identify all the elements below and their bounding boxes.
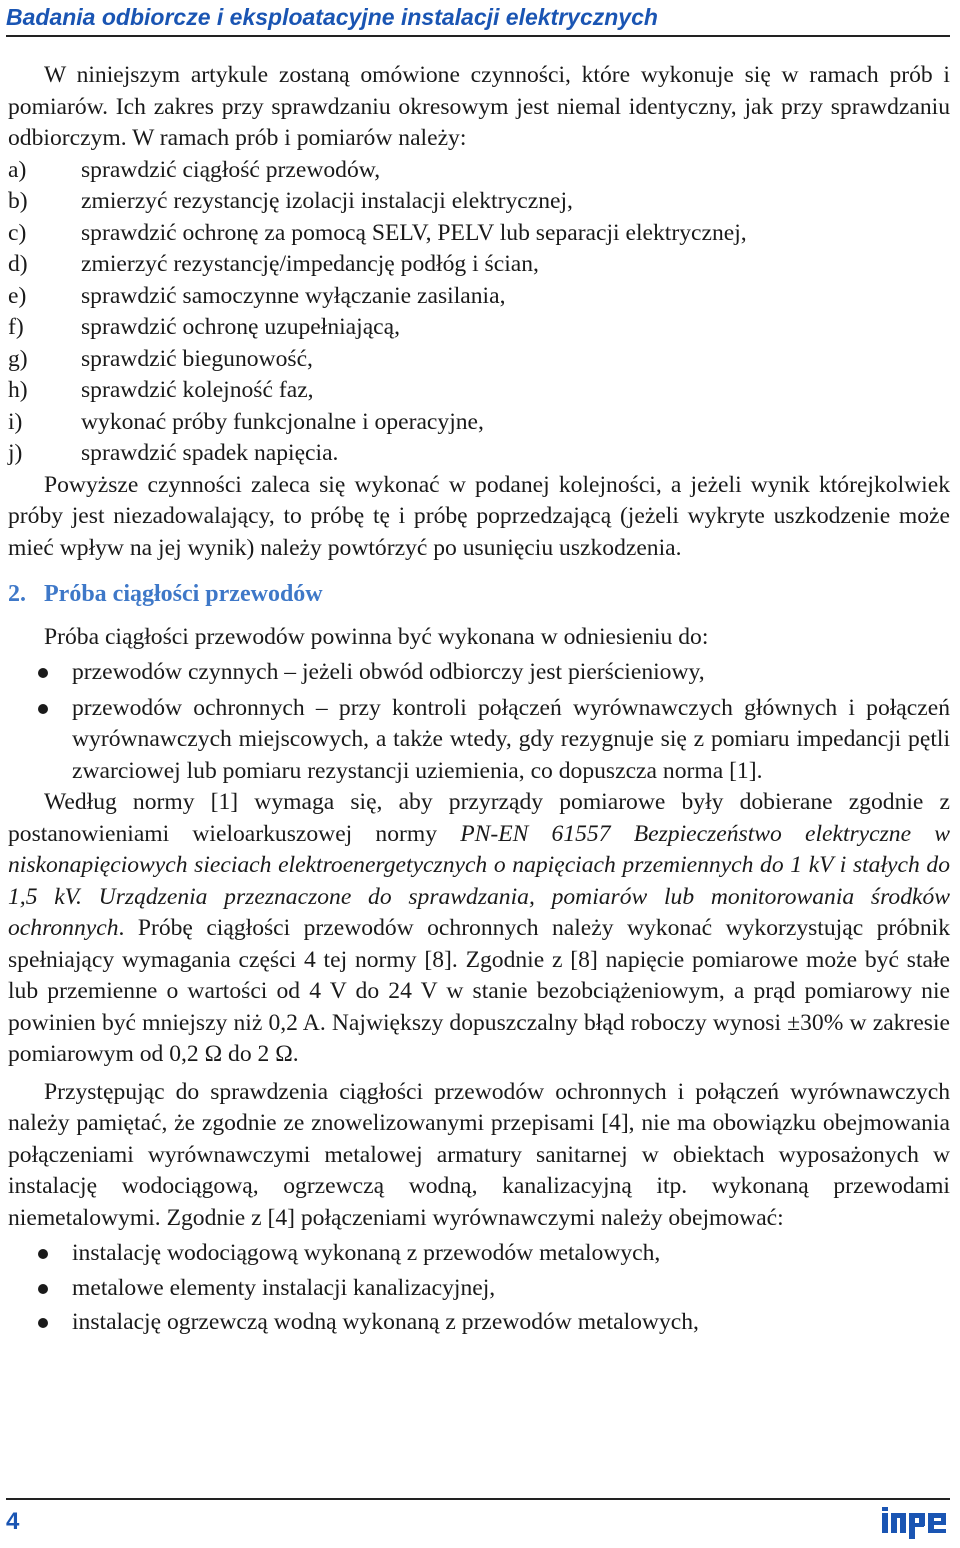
list-item-label: h) — [8, 377, 28, 403]
list-item-text: sprawdzić samoczynne wyłączanie zasilania, — [81, 282, 506, 309]
norm-title: PN-EN 61557 Bezpieczeństwo elektryczne w niskonapięciowych sieciach elektroenergetycznych o napięciach przemiennych do 1 kV i stałych do 1,5 kV. Urządzenia przeznaczone do sprawdzania, pomiarów lub monitorowania środków ochronnych — [8, 820, 950, 941]
list-item-text: sprawdzić kolejność faz, — [81, 377, 314, 403]
bullet-text: instalację wodociągową wykonaną z przewodów metalowych, — [72, 1240, 661, 1266]
list-item-label: c) — [8, 219, 27, 246]
section-heading — [8, 579, 950, 611]
bullet-icon — [38, 1284, 48, 1294]
header-divider — [6, 35, 950, 37]
conductor-bullet-list — [8, 657, 950, 787]
list-item — [8, 281, 950, 313]
list-item-label: a) — [8, 156, 27, 183]
list-item-label: b) — [8, 188, 28, 214]
list-item-text: zmierzyć rezystancję izolacji instalacji elektrycznej, — [81, 188, 573, 214]
bullet-icon — [38, 704, 48, 714]
inpe-logo — [878, 1503, 950, 1539]
list-item-text: zmierzyć rezystancję/impedancję podłóg i ścian, — [81, 251, 539, 277]
norm-paragraph — [8, 787, 950, 1071]
bullet-item — [8, 1307, 950, 1339]
bullet-text: instalację ogrzewczą wodną wykonaną z przewodów metalowych, — [72, 1309, 699, 1335]
list-item-label: d) — [8, 251, 28, 277]
bonding-bullet-list — [8, 1238, 950, 1339]
order-paragraph: Powyższe czynności zaleca się wykonać w podanej kolejności, a jeżeli wynik którejkolwiek próby jest niezadowalający, to próbę tę i próbę poprzedzającą (jeżeli wykryte uszkodzenie może mieć wpływ na jej wynik) należy powtórzyć po usunięciu uszkodzenia. — [8, 471, 950, 561]
list-item-label: g) — [8, 345, 28, 372]
list-item-label: f) — [8, 314, 24, 340]
section-number: 2. — [8, 581, 26, 607]
bullet-item — [8, 1238, 950, 1270]
list-item-label: i) — [8, 408, 23, 435]
running-header — [6, 2, 950, 32]
list-item-text: sprawdzić spadek napięcia. — [81, 440, 339, 466]
bullet-text: metalowe elementy instalacji kanalizacyjnej, — [72, 1274, 496, 1301]
list-item-label: j) — [8, 440, 23, 466]
section-title: Próba ciągłości przewodów — [44, 581, 323, 607]
bullet-item — [8, 693, 950, 788]
list-item — [8, 155, 950, 187]
list-item-text: sprawdzić biegunowość, — [81, 345, 313, 372]
list-item — [8, 249, 950, 281]
article-body — [8, 60, 950, 1339]
list-item-text: sprawdzić ochronę uzupełniającą, — [81, 314, 401, 340]
page-number: 4 — [6, 1508, 20, 1535]
bullet-text: przewodów czynnych – jeżeli obwód odbiorczy jest pierścieniowy, — [72, 659, 705, 685]
norm-paragraph-start: Według normy [1] wymaga się, aby przyrządy pomiarowe były dobierane zgodnie z postanowieniami wieloarkuszowej normy — [8, 789, 950, 847]
list-item — [8, 218, 950, 250]
bullet-item — [8, 657, 950, 689]
list-item-label: e) — [8, 282, 27, 309]
list-item — [8, 344, 950, 376]
list-item — [8, 312, 950, 344]
bullet-icon — [38, 668, 48, 678]
bullet-text: przewodów ochronnych – przy kontroli połączeń wyrównawczych głównych i połączeń wyrównawczych miejscowych, a także wtedy, gdy rezygnuje się z pomiaru impedancji pętli zwarciowej lub pomiaru rezystancji uziemienia, co dopuszcza norma [1]. — [72, 694, 950, 784]
bullet-icon — [38, 1318, 48, 1328]
running-header-title: Badania odbiorcze i eksploatacyjne instalacji elektrycznych — [6, 4, 658, 30]
list-item — [8, 186, 950, 218]
list-item — [8, 407, 950, 439]
bonding-paragraph: Przystępując do sprawdzenia ciągłości przewodów ochronnych i połączeń wyrównawczych należy pamiętać, że zgodnie ze znowelizowanymi przepisami [4], nie ma obowiązku obejmowania połączeniami wyrównawczymi metalowej armatury sanitarnej w obiektach wyposażonych w instalację wodociągową, ogrzewczą wodną, kanalizacyjną itp. wykonaną przewodami niemetalowymi. Zgodnie z [4] połączeniami wyrównawczymi należy obejmować: — [8, 1078, 950, 1231]
list-item-text: sprawdzić ciągłość przewodów, — [81, 156, 381, 183]
footer-divider — [6, 1498, 950, 1500]
bullet-icon — [38, 1249, 48, 1259]
procedure-list — [8, 155, 950, 470]
section-lead: Próba ciągłości przewodów powinna być wykonana w odniesieniu do: — [44, 623, 709, 650]
list-item-text: sprawdzić ochronę za pomocą SELV, PELV lub separacji elektrycznej, — [81, 219, 747, 246]
list-item — [8, 438, 950, 470]
bullet-item — [8, 1273, 950, 1305]
intro-paragraph: W niniejszym artykule zostaną omówione czynności, które wykonuje się w ramach prób i pomiarów. Ich zakres przy sprawdzaniu okresowym jest niemal identyczny, jak przy sprawdzaniu odbiorczym. W ramach prób i pomiarów należy: — [8, 62, 950, 151]
list-item — [8, 375, 950, 407]
list-item-text: wykonać próby funkcjonalne i operacyjne, — [81, 408, 484, 435]
norm-paragraph-rest: . Próbę ciągłości przewodów ochronnych należy wykonać wykorzystując próbnik spełniający wymagania części 4 tej normy [8]. Zgodnie z [8] napięcie pomiarowe może być stałe lub przemienne o wartości od 4 V do 24 V w stanie bezobciążeniowym, a prąd pomiarowy nie powinien być mniejszy niż 0,2 A. Największy dopuszczalny błąd roboczy wynosi ±30% w zakresie pomiarowym od 0,2 Ω do 2 Ω. — [8, 915, 950, 1067]
